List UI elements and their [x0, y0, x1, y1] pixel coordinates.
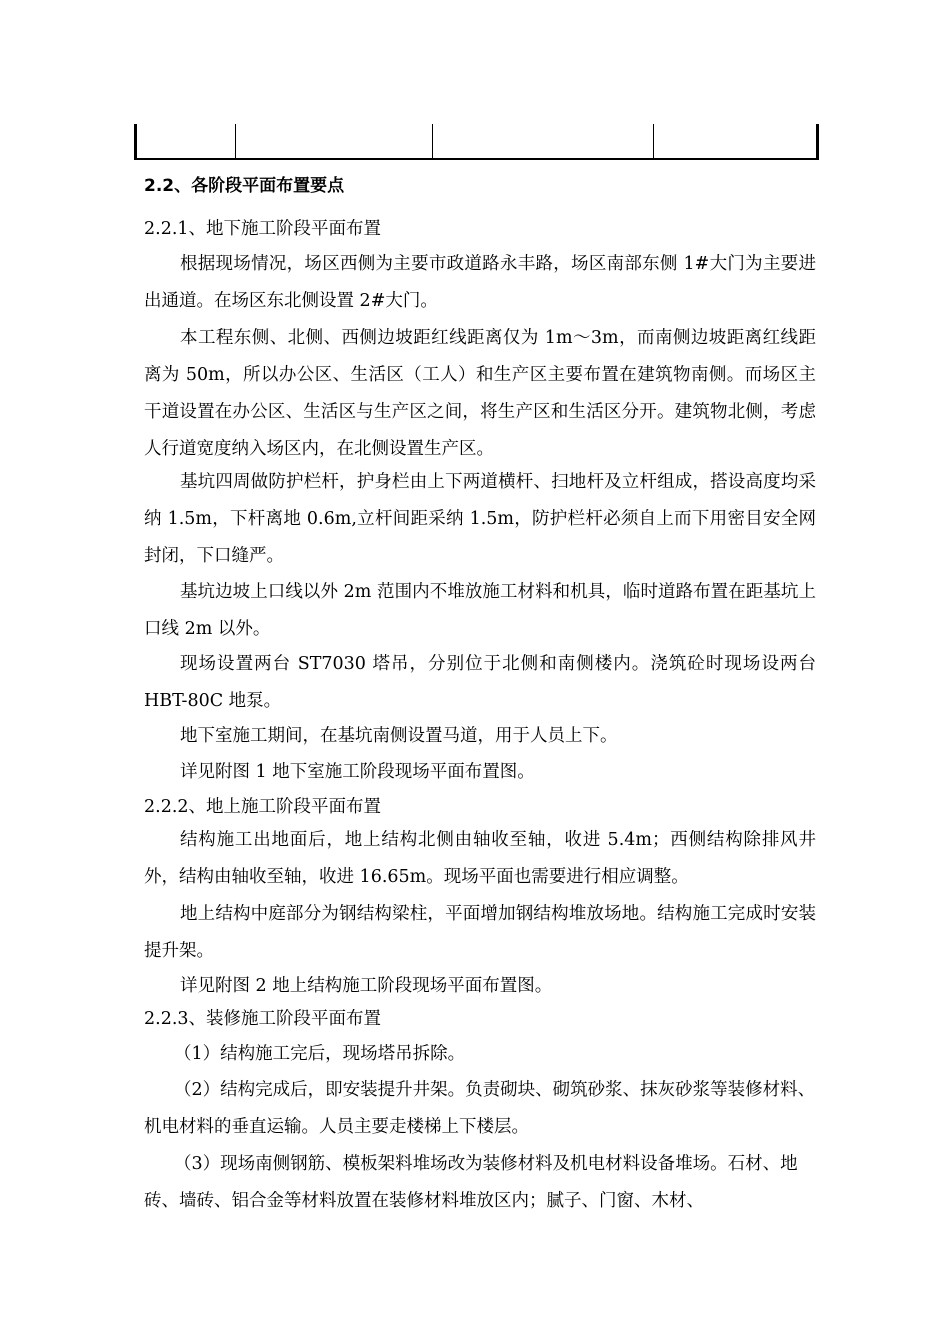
list-item: （1）结构施工完后，现场塔吊拆除。 — [174, 1044, 466, 1064]
paragraph: 详见附图 1 地下室施工阶段现场平面布置图。 — [180, 762, 535, 782]
paragraph: 现场设置两台 ST7030 塔吊，分别位于北侧和南侧楼内。浇筑砼时现场设两台 HBT-80C 地泵。 — [144, 654, 816, 711]
subsection-title-3: 2.2.3、装修施工阶段平面布置 — [144, 1009, 382, 1029]
paragraph: 详见附图 2 地上结构施工阶段现场平面布置图。 — [180, 976, 553, 996]
paragraph: 地下室施工期间，在基坑南侧设置马道，用于人员上下。 — [180, 726, 618, 746]
paragraph: 根据现场情况，场区西侧为主要市政道路永丰路，场区南部东侧 1#大门为主要进出通道。在场区东北侧设置 2#大门。 — [144, 254, 816, 311]
paragraph: 结构施工出地面后，地上结构北侧由轴收至轴，收进 5.4m；西侧结构除排风井外，结构由轴收至轴，收进 16.65m。现场平面也需要进行相应调整。 — [144, 830, 816, 887]
subsection-title-1: 2.2.1、地下施工阶段平面布置 — [144, 219, 382, 239]
table-cell — [236, 124, 433, 159]
table-fragment — [134, 124, 819, 160]
paragraph: 基坑边坡上口线以外 2m 范围内不堆放施工材料和机具，临时道路布置在距基坑上口线 2m 以外。 — [144, 582, 816, 639]
paragraph: 基坑四周做防护栏杆，护身栏由上下两道横杆、扫地杆及立杆组成，搭设高度均采纳 1.5m，下杆离地 0.6m,立杆间距采纳 1.5m，防护栏杆必须自上而下用密目安全网封闭，下口缝严。 — [144, 472, 816, 566]
paragraph: 地上结构中庭部分为钢结构梁柱，平面增加钢结构堆放场地。结构施工完成时安装提升架。 — [144, 904, 816, 961]
table-row — [136, 124, 818, 159]
table-cell — [136, 124, 236, 159]
section-heading: 2.2、各阶段平面布置要点 — [144, 176, 345, 196]
list-item: （3）现场南侧钢筋、模板架料堆场改为装修材料及机电材料设备堆场。石材、地砖、墙砖、铝合金等材料放置在装修材料堆放区内；腻子、门窗、木材、 — [144, 1154, 798, 1211]
list-item: （2）结构完成后，即安装提升井架。负责砌块、砌筑砂浆、抹灰砂浆等装修材料、机电材料的垂直运输。人员主要走楼梯上下楼层。 — [144, 1080, 816, 1137]
subsection-title-2: 2.2.2、地上施工阶段平面布置 — [144, 797, 382, 817]
table-cell — [433, 124, 654, 159]
paragraph: 本工程东侧、北侧、西侧边坡距红线距离仅为 1m～3m，而南侧边坡距离红线距离为 50m，所以办公区、生活区（工人）和生产区主要布置在建筑物南侧。而场区主干道设置在办公区、生活区与生产区之间，将生产区和生活区分开。建筑物北侧，考虑人行道宽度纳入场区内，在北侧设置生产区。 — [144, 328, 816, 459]
table-cell — [654, 124, 818, 159]
